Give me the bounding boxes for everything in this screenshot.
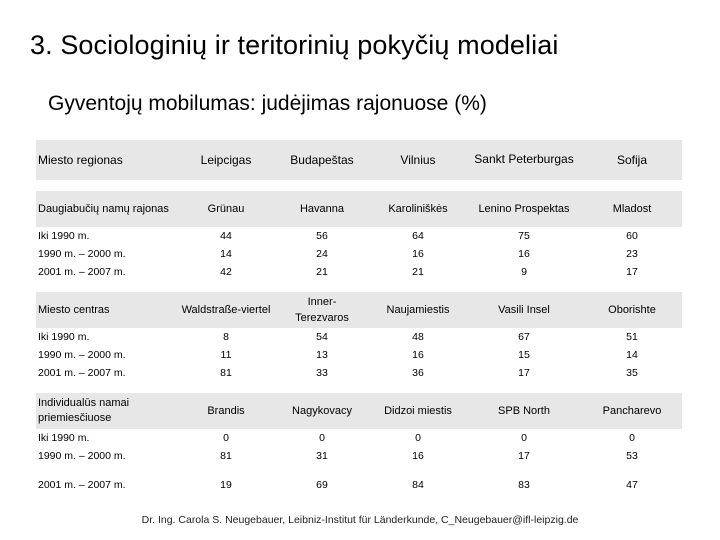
table-row bbox=[36, 263, 682, 281]
value-cell: 21 bbox=[316, 265, 328, 278]
value-cell: 35 bbox=[626, 366, 638, 379]
value-cell: 60 bbox=[626, 229, 638, 242]
table-header-row bbox=[36, 140, 682, 180]
value-cell: 17 bbox=[518, 366, 530, 379]
value-cell: 36 bbox=[412, 366, 424, 379]
value-cell: 42 bbox=[220, 265, 232, 278]
period-label: 2001 m. – 2007 m. bbox=[38, 265, 126, 278]
value-cell: 16 bbox=[518, 247, 530, 260]
group-header-row bbox=[36, 191, 682, 227]
value-cell: 9 bbox=[521, 265, 527, 278]
group-label: Individualūs namai priemiesčiuose bbox=[36, 393, 178, 429]
district-name: Naujamiestis bbox=[370, 292, 466, 328]
period-label: 1990 m. – 2000 m. bbox=[38, 348, 126, 361]
value-cell: 56 bbox=[316, 229, 328, 242]
table-row bbox=[36, 245, 682, 263]
value-cell: 0 bbox=[521, 431, 527, 444]
value-cell: 16 bbox=[412, 247, 424, 260]
header-cell: Budapeštas bbox=[274, 140, 370, 180]
district-name: Lenino Prospektas bbox=[466, 191, 582, 227]
value-cell: 53 bbox=[626, 449, 638, 462]
value-cell: 24 bbox=[316, 247, 328, 260]
table-row bbox=[36, 364, 682, 382]
value-cell: 69 bbox=[316, 478, 328, 491]
header-cell: Vilnius bbox=[370, 140, 466, 180]
district-name: Waldstraße-viertel bbox=[178, 292, 274, 328]
period-label: Iki 1990 m. bbox=[38, 330, 90, 343]
mobility-table bbox=[36, 140, 682, 494]
value-cell: 8 bbox=[223, 330, 229, 343]
value-cell: 64 bbox=[412, 229, 424, 242]
value-cell: 83 bbox=[518, 478, 530, 491]
value-cell: 51 bbox=[626, 330, 638, 343]
row-spacer bbox=[36, 180, 682, 191]
group-header-row bbox=[36, 393, 682, 429]
value-cell: 15 bbox=[518, 348, 530, 361]
slide-subtitle: Gyventojų mobilumas: judėjimas rajonuose (%) bbox=[48, 92, 487, 115]
district-name: Mladost bbox=[582, 191, 682, 227]
group-label: Miesto centras bbox=[36, 292, 178, 328]
district-name: Nagykovacy bbox=[274, 393, 370, 429]
period-label: Iki 1990 m. bbox=[38, 431, 90, 444]
value-cell: 17 bbox=[518, 449, 530, 462]
district-name: Havanna bbox=[274, 191, 370, 227]
header-cell: Sofija bbox=[582, 140, 682, 180]
value-cell: 75 bbox=[518, 229, 530, 242]
period-label: Iki 1990 m. bbox=[38, 229, 90, 242]
value-cell: 11 bbox=[220, 348, 232, 361]
district-name: Pancharevo bbox=[582, 393, 682, 429]
value-cell: 21 bbox=[412, 265, 424, 278]
district-name: Oborishte bbox=[582, 292, 682, 328]
value-cell: 54 bbox=[316, 330, 328, 343]
value-cell: 81 bbox=[220, 449, 232, 462]
value-cell: 0 bbox=[319, 431, 325, 444]
group-header-row bbox=[36, 292, 682, 328]
value-cell: 0 bbox=[223, 431, 229, 444]
value-cell: 14 bbox=[220, 247, 232, 260]
value-cell: 67 bbox=[518, 330, 530, 343]
district-name: Brandis bbox=[178, 393, 274, 429]
district-name: Grünau bbox=[178, 191, 274, 227]
slide-footer: Dr. Ing. Carola S. Neugebauer, Leibniz-Institut für Länderkunde, C_Neugebauer@ifl-leipzig.de bbox=[141, 514, 579, 526]
district-name: SPB North bbox=[466, 393, 582, 429]
period-label: 1990 m. – 2000 m. bbox=[38, 247, 126, 260]
header-cell: Miesto regionas bbox=[36, 140, 178, 180]
district-name: Didzoi miestis bbox=[370, 393, 466, 429]
row-spacer bbox=[36, 382, 682, 393]
value-cell: 48 bbox=[412, 330, 424, 343]
value-cell: 81 bbox=[220, 366, 232, 379]
value-cell: 17 bbox=[626, 265, 638, 278]
table-row bbox=[36, 429, 682, 447]
value-cell: 16 bbox=[412, 449, 424, 462]
district-name: Karoliniškės bbox=[370, 191, 466, 227]
row-spacer bbox=[36, 281, 682, 292]
header-cell: Sankt Peterburgas bbox=[466, 140, 582, 180]
value-cell: 31 bbox=[316, 449, 328, 462]
value-cell: 14 bbox=[626, 348, 638, 361]
table-row bbox=[36, 476, 682, 494]
value-cell: 84 bbox=[412, 478, 424, 491]
value-cell: 0 bbox=[629, 431, 635, 444]
value-cell: 19 bbox=[220, 478, 232, 491]
period-label: 2001 m. – 2007 m. bbox=[38, 478, 126, 491]
value-cell: 0 bbox=[415, 431, 421, 444]
value-cell: 47 bbox=[626, 478, 638, 491]
district-name: Vasili Insel bbox=[466, 292, 582, 328]
value-cell: 16 bbox=[412, 348, 424, 361]
table-row bbox=[36, 447, 682, 465]
period-label: 2001 m. – 2007 m. bbox=[38, 366, 126, 379]
district-name: Inner-Terezvaros bbox=[274, 292, 370, 328]
header-cell: Leipcigas bbox=[178, 140, 274, 180]
value-cell: 33 bbox=[316, 366, 328, 379]
group-label: Daugiabučių namų rajonas bbox=[36, 191, 178, 227]
value-cell: 23 bbox=[626, 247, 638, 260]
table-row bbox=[36, 346, 682, 364]
row-spacer bbox=[36, 465, 682, 476]
value-cell: 44 bbox=[220, 229, 232, 242]
table-row bbox=[36, 227, 682, 245]
slide-title: 3. Sociologinių ir teritorinių pokyčių modeliai bbox=[30, 30, 559, 60]
period-label: 1990 m. – 2000 m. bbox=[38, 449, 126, 462]
value-cell: 13 bbox=[316, 348, 328, 361]
table-row bbox=[36, 328, 682, 346]
